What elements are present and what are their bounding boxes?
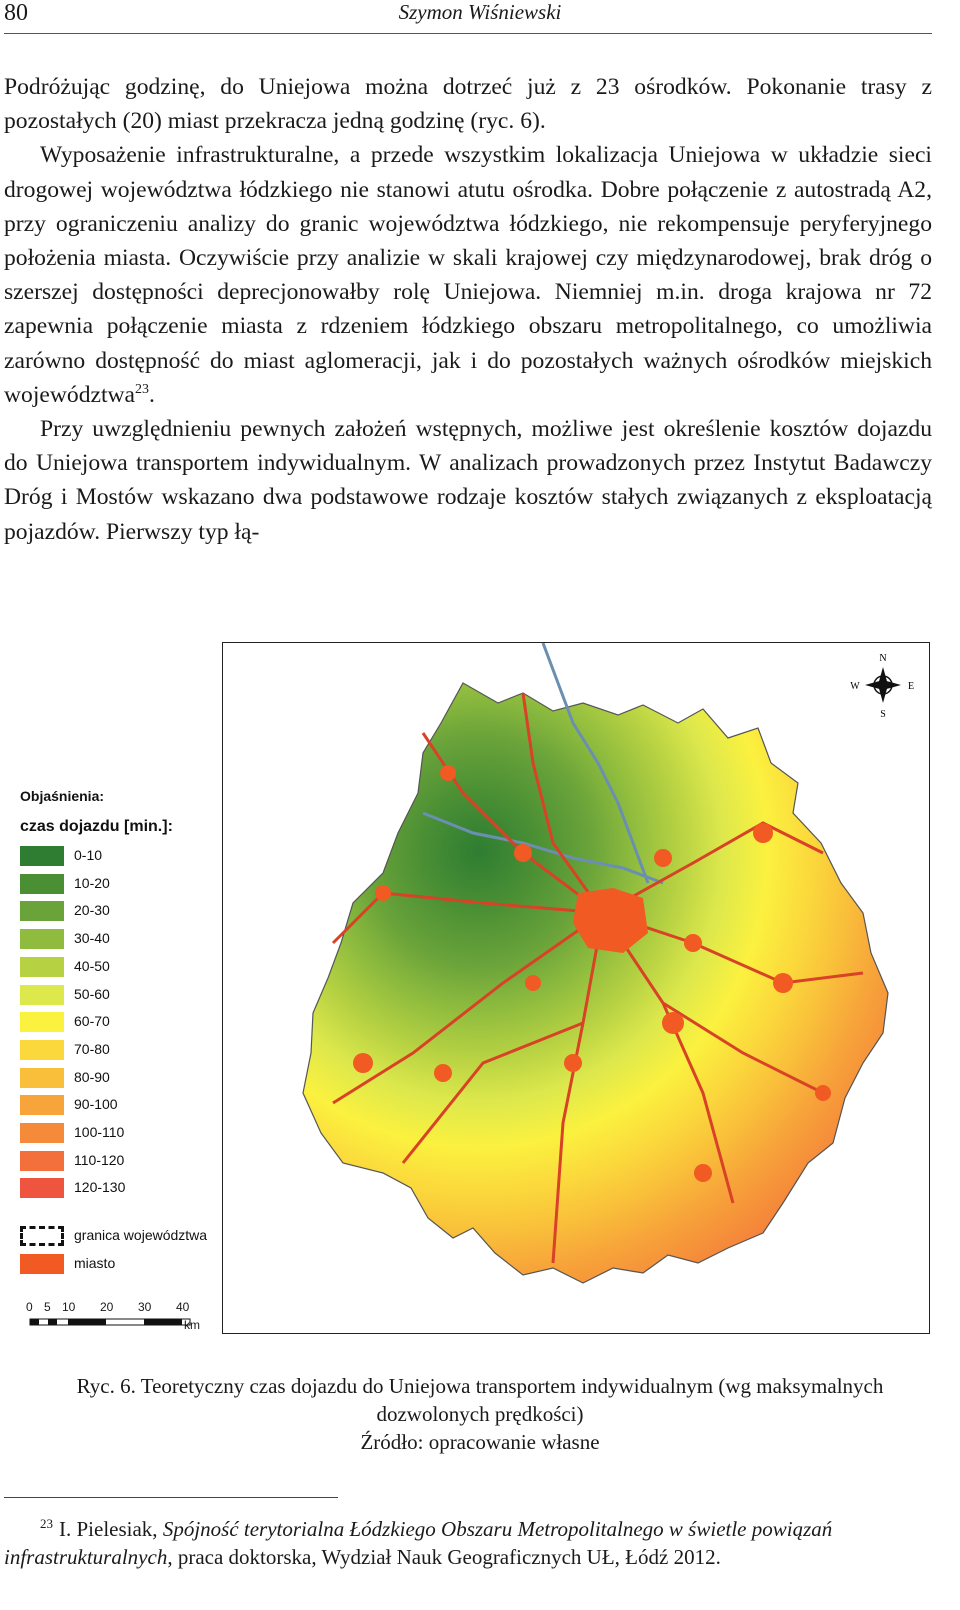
city-label: miasto <box>74 1255 116 1271</box>
border-swatch <box>20 1226 64 1246</box>
city <box>654 849 672 867</box>
voivodeship-area <box>303 683 888 1283</box>
legend-class-label: 70-80 <box>74 1040 110 1057</box>
scale-segment <box>48 1319 57 1325</box>
city-swatch <box>20 1254 64 1274</box>
legend-swatch <box>20 929 64 949</box>
header-rule <box>4 33 932 34</box>
figure-caption <box>0 1372 960 1456</box>
city <box>525 975 541 991</box>
legend-class-label: 120-130 <box>74 1179 126 1196</box>
caption-source: Źródło: opracowanie własne <box>360 1430 600 1454</box>
legend-class-label: 90-100 <box>74 1096 118 1113</box>
compass-e: E <box>907 681 915 692</box>
footnote-rule <box>4 1497 338 1498</box>
legend-class-label: 0-10 <box>74 847 103 863</box>
scale-tick: 0 <box>26 1300 33 1314</box>
city <box>694 1164 712 1182</box>
legend-class-label: 80-90 <box>74 1068 110 1085</box>
footnote-mark: 23 <box>40 1516 53 1531</box>
legend-swatch <box>20 846 64 866</box>
border-label: granica województwa <box>74 1227 208 1243</box>
city <box>773 973 793 993</box>
legend-swatch <box>20 1151 64 1171</box>
compass-rose-icon <box>850 653 914 720</box>
legend-class-label: 40-50 <box>74 957 110 974</box>
legend-swatch <box>20 1040 64 1060</box>
body-text <box>4 70 932 549</box>
paragraph-2-text: Wyposażenie infrastrukturalne, a przede wszystkim lokalizacja Uniejowa w układzie sieci drogowej województwa łódzkiego nie stanowi atutu ośrodka. Dobre połączenie z autostradą A2, przy ograniczeniu analizy do granic województwa łódzkiego, nie rekompensuje peryferyjnego położenia miasta. Oczywiście przy analizie w skali krajowej czy międzynarodowej, brak dróg o szerszej dostępności deprecjonowałby rolę Uniejowa. Niemniej m.in. droga krajowa nr 72 zapewnia połączenie miasta z rdzeniem łódzkiego obszaru metropolitalnego, co umożliwia zarówno dostępność do miast aglomeracji, jak i do pozostałych ważnych ośrodków miejskich województwa <box>4 142 932 408</box>
legend-swatch <box>20 985 64 1005</box>
footnote-ref[interactable]: 23 <box>135 381 150 397</box>
caption-title: Ryc. 6. Teoretyczny czas dojazdu do Uniejowa transportem indywidualnym (wg maksymalnych dozwolonych prędkości) <box>76 1374 884 1426</box>
scale-segment <box>30 1319 39 1325</box>
legend-class-label: 100-110 <box>74 1124 125 1140</box>
legend-swatch <box>20 1095 64 1115</box>
scale-tick: 40 <box>176 1300 190 1314</box>
compass-s: S <box>880 709 886 720</box>
footnote-author: I. Pielesiak, <box>59 1517 163 1541</box>
page-number: 80 <box>4 0 28 26</box>
city <box>353 1053 373 1073</box>
scale-tick: 5 <box>44 1300 51 1314</box>
paragraph-1: Podróżując godzinę, do Uniejowa można dotrzeć już z 23 ośrodków. Pokonanie trasy z pozostałych (20) miast przekracza jedną godzinę (ryc. 6). <box>4 74 932 135</box>
compass-n: N <box>879 653 887 664</box>
legend-class-label: 60-70 <box>74 1013 110 1030</box>
legend-swatch <box>20 1012 64 1032</box>
footnote-title: Spójność terytorialna Łódzkiego Obszaru Metropolitalnego w świetle powiązań infrastrukturalnych <box>4 1517 833 1569</box>
city <box>815 1085 831 1101</box>
scale-tick: 20 <box>100 1300 114 1314</box>
paragraph-2 <box>4 138 932 412</box>
running-head: Szymon Wiśniewski <box>398 0 562 24</box>
city <box>514 844 532 862</box>
scale-tick: 10 <box>62 1300 76 1314</box>
legend-class-label: 30-40 <box>74 930 110 947</box>
legend-class-label: 50-60 <box>74 985 110 1002</box>
legend-title: Objaśnienia: <box>20 788 105 804</box>
city <box>375 885 391 901</box>
city <box>753 823 773 843</box>
scale-unit: km <box>184 1318 200 1332</box>
scale-bar <box>24 1300 244 1340</box>
legend-class-label: 110-120 <box>74 1151 125 1168</box>
city <box>684 934 702 952</box>
travel-time-map <box>223 643 930 1334</box>
paragraph-3: Przy uwzględnieniu pewnych założeń wstępnych, możliwe jest określenie kosztów dojazdu do Uniejowa transportem indywidualnym. W analizach prowadzonych przez Instytut Badawczy Dróg i Mostów wskazano dwa podstawowe rodzaje kosztów stałych związanych z eksploatacją pojazdów. Pierwszy typ łą- <box>4 416 932 545</box>
compass-needle <box>865 680 901 690</box>
map-legend <box>20 788 220 1271</box>
scale-tick: 30 <box>138 1300 152 1314</box>
scale-segment <box>144 1319 182 1325</box>
paragraph-2-end: . <box>149 381 155 408</box>
legend-class-label: 20-30 <box>74 902 110 919</box>
legend-swatch <box>20 1178 64 1198</box>
compass-w: W <box>850 681 860 692</box>
city <box>440 765 456 781</box>
legend-swatch <box>20 957 64 977</box>
legend-swatch <box>20 874 64 894</box>
city <box>564 1054 582 1072</box>
footnote-rest: , praca doktorska, Wydział Nauk Geograficznych UŁ, Łódź 2012. <box>167 1545 721 1569</box>
city <box>662 1012 684 1034</box>
legend-subtitle: czas dojazdu [min.]: <box>20 818 173 835</box>
legend-swatch <box>20 1123 64 1143</box>
map-figure <box>222 642 930 1334</box>
legend-swatch <box>20 1068 64 1088</box>
scale-bar-graphic <box>24 1300 244 1340</box>
scale-segment <box>68 1319 106 1325</box>
legend-swatch <box>20 901 64 921</box>
city <box>434 1064 452 1082</box>
legend-class-label: 10-20 <box>74 874 110 891</box>
footnote <box>4 1510 932 1571</box>
